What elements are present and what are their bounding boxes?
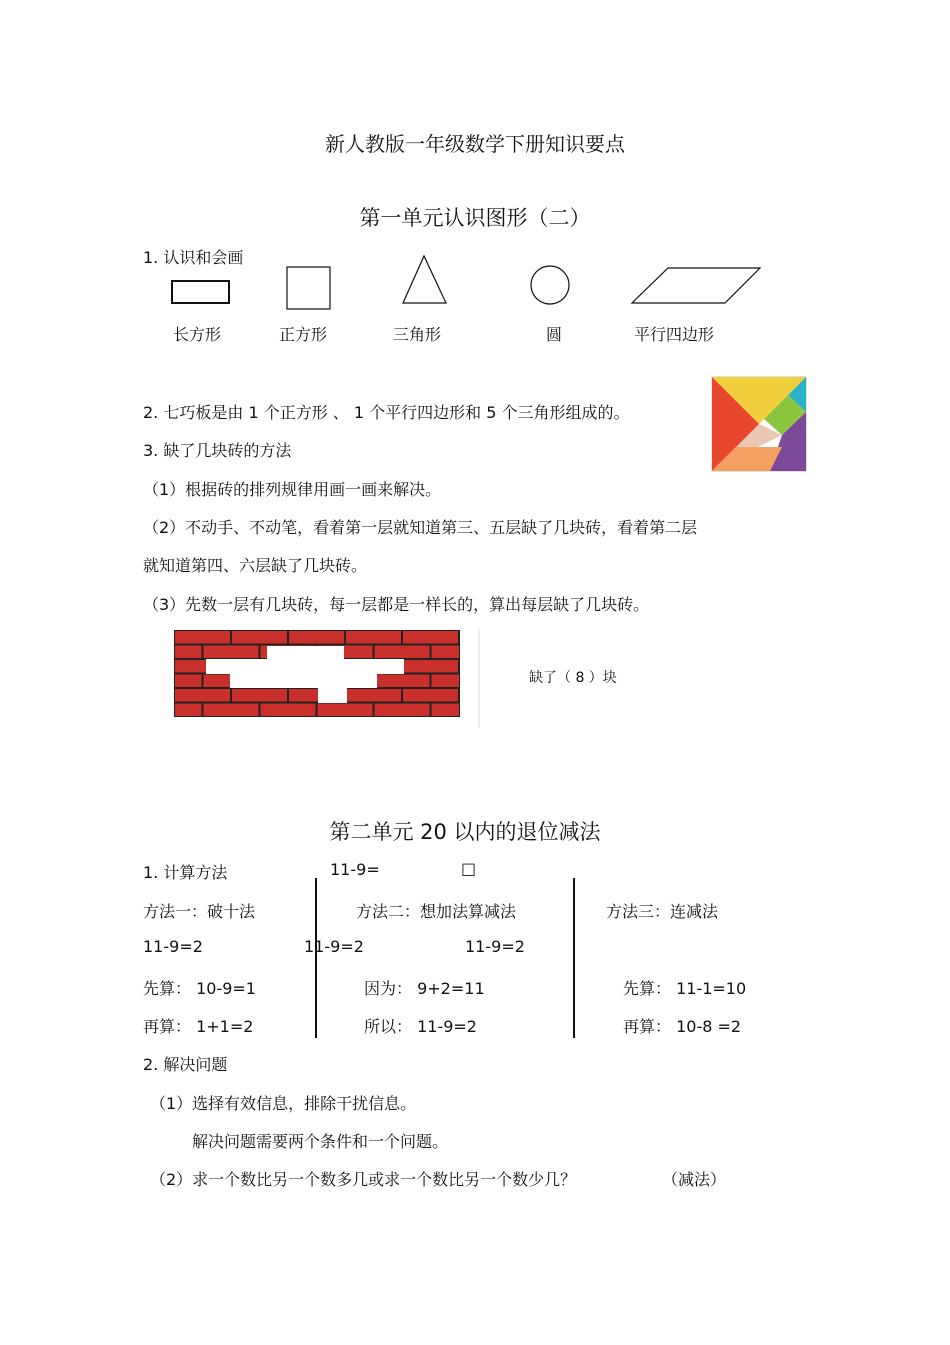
unit2-item2: 2. 解决问题 [143,1055,228,1074]
unit2-item1: 1. 计算方法 [143,863,228,882]
answer-box: □ [461,859,477,878]
brick [204,646,259,659]
shape-label-rectangle: 长方形 [173,325,222,344]
brick [403,660,458,673]
tangram-image [712,377,806,471]
method1-equation: 11-9=2 [143,937,203,956]
square-shape [287,267,330,309]
brick [346,631,401,644]
method1-title: 方法一：破十法 [143,902,256,921]
method1-step2: 再算： 1+1=2 [143,1017,254,1036]
method3-step2: 再算： 10-8 =2 [623,1017,742,1036]
parallelogram-shape [632,268,760,303]
shape-label-square: 正方形 [279,325,328,344]
unit1-item1: 1. 认识和会画 [143,248,244,267]
missing-bricks-answer: 缺了（ 8 ）块 [529,670,617,686]
method3-title: 方法三：连减法 [606,902,719,921]
unit1-sub2a: （2）不动手、不动笔，看着第一层就知道第三、五层缺了几块砖，看着第二层 [143,518,698,537]
unit2-p1: （1）选择有效信息，排除干扰信息。 [150,1094,417,1113]
method3-step1: 先算： 11-1=10 [623,979,747,998]
unit1-item3: 3. 缺了几块砖的方法 [143,441,292,460]
calc-expression: 11-9= [330,860,380,879]
triangle-shape [403,256,446,303]
method1-step1: 先算： 10-9=1 [143,979,256,998]
brick [432,704,460,717]
brick [289,631,344,644]
unit1-heading: 第一单元认识图形（二） [359,206,591,230]
unit2-p1b: 解决问题需要两个条件和一个问题。 [192,1132,449,1151]
brick [318,704,373,717]
brick [375,646,430,659]
brick [375,675,430,688]
method2-step1: 因为： 9+2=11 [364,979,485,998]
brick [232,631,287,644]
shape-label-parallelogram: 平行四边形 [634,325,715,344]
brick [175,631,230,644]
method2-step2: 所以： 11-9=2 [364,1017,477,1036]
brick [403,631,458,644]
unit2-heading: 第二单元 20 以内的退位减法 [329,820,601,844]
unit1-sub3: （3）先数一层有几块砖，每一层都是一样长的，算出每层缺了几块砖。 [143,595,650,614]
shape-label-circle: 圆 [546,325,563,344]
brick [175,646,202,659]
unit1-sub2b: 就知道第四、六层缺了几块砖。 [143,556,368,575]
method2-title: 方法二：想加法算减法 [356,902,517,921]
brick [432,646,460,659]
brick [432,675,460,688]
brick [403,689,458,702]
method3-equation: 11-9=2 [465,937,525,956]
brick [232,689,287,702]
unit1-item2: 2. 七巧板是由 1 个正方形 、 1 个平行四边形和 5 个三角形组成的。 [143,403,630,422]
unit2-p2: （2）求一个数比另一个数多几或求一个数比另一个数少几？ [150,1170,577,1189]
column-divider-1 [315,878,317,1038]
document-title: 新人教版一年级数学下册知识要点 [325,132,625,156]
circle-shape [531,266,569,304]
column-divider-2 [573,878,575,1038]
brick [175,704,202,717]
rectangle-shape [172,281,229,303]
unit1-sub1: （1）根据砖的排列规律用画一画来解决。 [143,480,442,499]
brick [175,675,202,688]
brick-wall-image [170,628,480,728]
shape-label-triangle: 三角形 [393,325,442,344]
method2-equation: 11-9=2 [304,937,364,956]
brick [204,704,259,717]
brick [346,689,401,702]
unit2-p2-tag: （减法） [662,1170,727,1189]
brick [261,704,316,717]
brick [375,704,430,717]
brick [175,689,230,702]
